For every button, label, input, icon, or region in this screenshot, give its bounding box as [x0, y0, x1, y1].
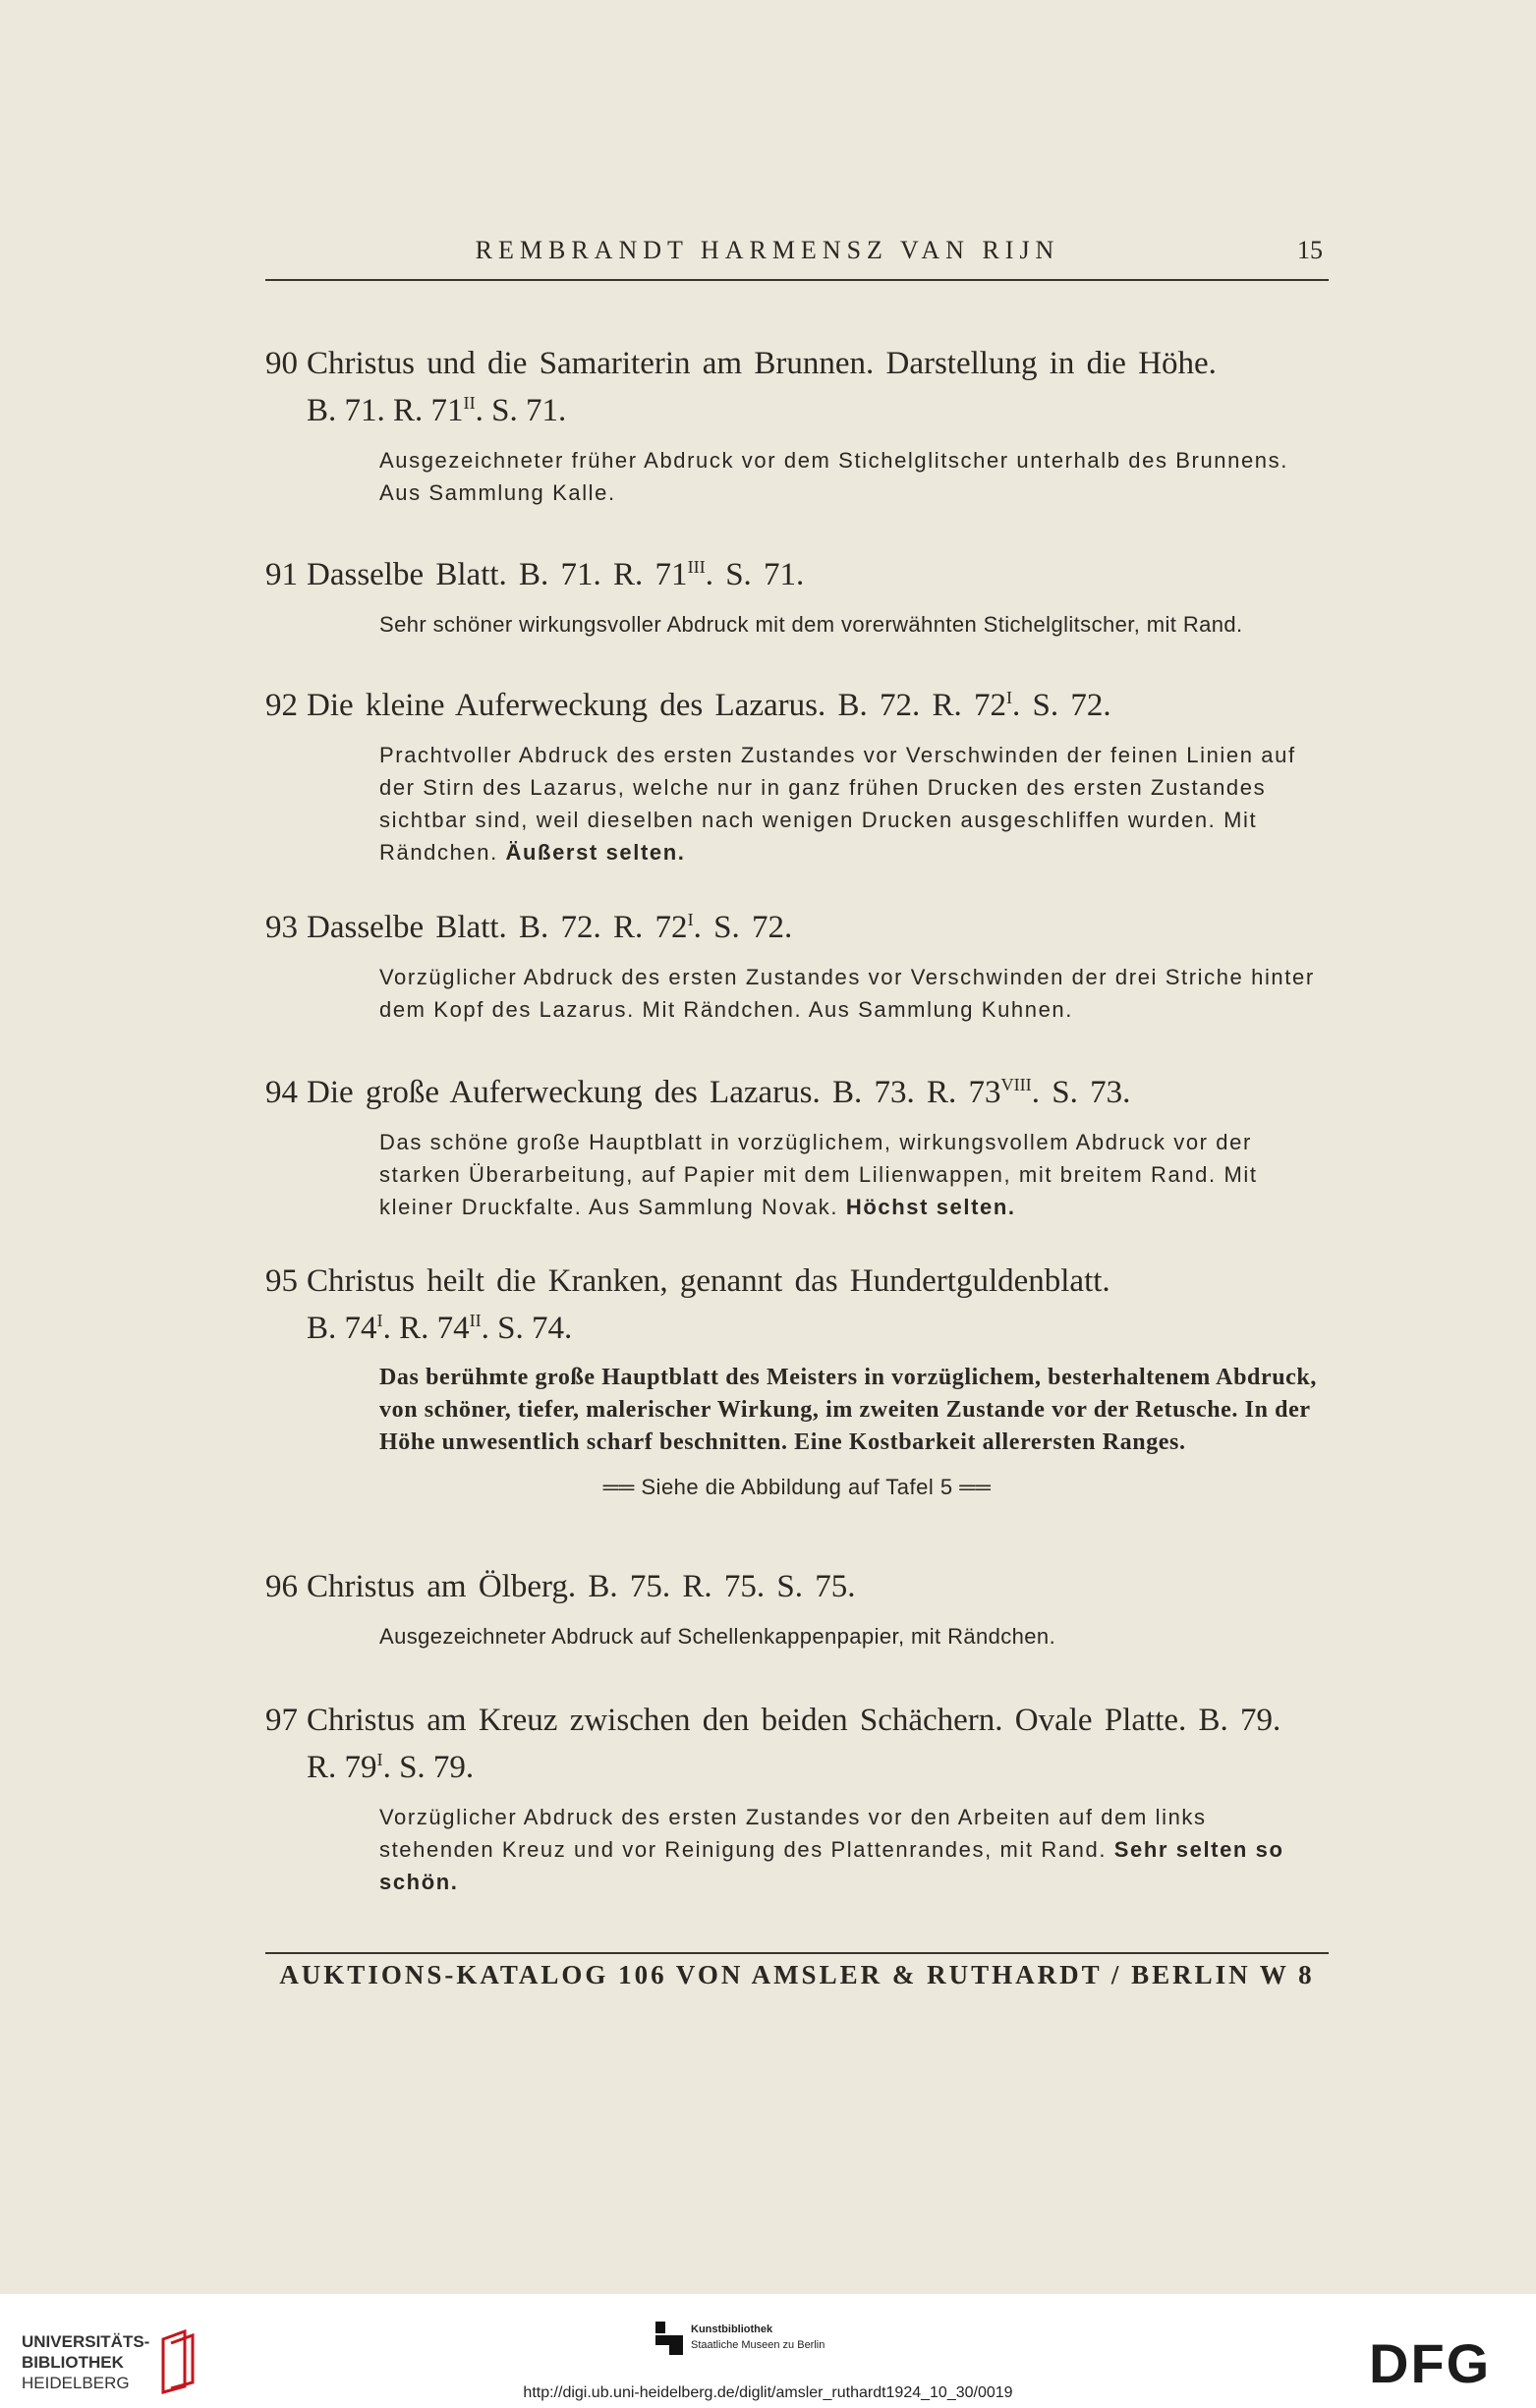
catalog-entry-92 [265, 678, 1329, 868]
entry-description [379, 1126, 1329, 1223]
entry-description [379, 739, 1329, 868]
publisher-footer: AUKTIONS-KATALOG 106 VON AMSLER & RUTHARDT / BERLIN W 8 [279, 1960, 1315, 1989]
entry-title: Die kleine Auferweckung des Lazarus. B. 72. R. 72 [307, 688, 1006, 723]
entry-heading [265, 900, 1329, 947]
ub-line-1: UNIVERSITÄTS- [22, 2331, 150, 2351]
catalog-entry-91 [265, 547, 1329, 641]
ref-text: . S. 71. [475, 393, 567, 428]
catalog-entry-90 [265, 344, 1329, 509]
entry-reference [265, 1740, 1329, 1787]
state-superscript: I [1005, 688, 1013, 707]
rarity-note: Sehr selten so schön. [379, 1837, 1284, 1894]
entry-description: Ausgezeichneter früher Abdruck vor dem Stichelglitscher unterhalb des Brunnens. Aus Sammlung Kalle. [379, 448, 1288, 505]
entry-title: Christus am Ölberg. B. 75. R. 75. S. 75. [307, 1569, 856, 1604]
entry-number: 97 [265, 1703, 298, 1738]
ref-text: R. 79 [307, 1750, 377, 1785]
entry-heading [265, 344, 1329, 383]
rarity-note: Äußerst selten. [505, 840, 686, 865]
ub-line-3: HEIDELBERG [22, 2373, 130, 2392]
state-superscript: I [376, 1750, 383, 1769]
description-text: Vorzüglicher Abdruck des ersten Zustandes vor den Arbeiten auf dem links stehenden Kreuz und vor Reinigung des Plattenrandes, mit Rand. [379, 1805, 1207, 1862]
entry-description: Vorzüglicher Abdruck des ersten Zustandes vor Verschwinden der drei Striche hinter dem Kopf des Lazarus. Mit Rändchen. Aus Sammlung Kuhnen. [379, 965, 1315, 1022]
entry-description: Ausgezeichneter Abdruck auf Schellenkappenpapier, mit Rändchen. [379, 1624, 1056, 1649]
entry-number: 91 [265, 557, 298, 592]
ub-line-2: BIBLIOTHEK [22, 2352, 124, 2372]
kunstbibliothek-text [691, 2322, 825, 2353]
entry-number: 94 [265, 1075, 298, 1110]
ref-text: . R. 74 [382, 1311, 470, 1346]
ref-text: . S. 79. [382, 1750, 475, 1785]
entry-heading [265, 547, 1329, 594]
permalink-url[interactable]: http://digi.ub.uni-heidelberg.de/diglit/amsler_ruthardt1924_10_30/0019 [523, 2384, 1013, 2401]
catalog-entry-94 [265, 1065, 1329, 1223]
entry-number: 90 [265, 346, 298, 381]
running-header [265, 236, 1329, 281]
footer-rule [265, 1952, 1329, 1954]
state-superscript: II [469, 1311, 482, 1330]
entry-title: Christus heilt die Kranken, genannt das Hundertguldenblatt. [307, 1263, 1110, 1299]
catalog-entry-95 [265, 1261, 1329, 1500]
rarity-note: Höchst selten. [845, 1195, 1016, 1219]
digitization-bar [0, 2294, 1536, 2408]
kb-line-1: Kunstbibliothek [691, 2324, 773, 2335]
kunstbibliothek-logo[interactable] [655, 2322, 825, 2355]
entry-number: 92 [265, 688, 298, 723]
entry-number: 95 [265, 1263, 298, 1299]
entry-number: 96 [265, 1569, 298, 1604]
state-superscript: I [687, 910, 694, 929]
entry-heading [265, 678, 1329, 725]
ref-text: B. 74 [307, 1311, 377, 1346]
description-text: Das schöne große Hauptblatt in vorzüglichem, wirkungsvollem Abdruck vor der starken Überarbeitung, auf Papier mit dem Lilienwappen, mit breitem Rand. Mit kleiner Druckfalte. Aus Sammlung Novak. [379, 1130, 1258, 1219]
kb-line-2: Staatliche Museen zu Berlin [691, 2339, 825, 2351]
entry-reference [265, 1301, 1329, 1348]
state-superscript: VIII [1000, 1075, 1032, 1094]
ref-text: . S. 72. [1012, 688, 1111, 723]
state-superscript: I [376, 1311, 383, 1330]
entry-title: Dasselbe Blatt. B. 71. R. 71 [307, 557, 688, 592]
plate-reference: ══ Siehe die Abbildung auf Tafel 5 ══ [602, 1475, 992, 1499]
catalog-entry-96 [265, 1567, 1329, 1652]
ref-text: B. 71. R. 71 [307, 393, 464, 428]
dfg-logo[interactable]: DFG [1369, 2332, 1492, 2394]
entry-heading [265, 1567, 1329, 1606]
ref-text: . S. 73. [1031, 1075, 1131, 1110]
entry-reference [265, 383, 1329, 430]
catalog-entry-97 [265, 1701, 1329, 1898]
page-number: 15 [1297, 236, 1323, 264]
entry-heading [265, 1065, 1329, 1112]
state-superscript: II [463, 393, 476, 413]
entry-title: Christus und die Samariterin am Brunnen. Darstellung in die Höhe. [307, 346, 1217, 381]
entry-title: Dasselbe Blatt. B. 72. R. 72 [307, 910, 688, 945]
description-text: Prachtvoller Abdruck des ersten Zustandes vor Verschwinden der feinen Linien auf der Stirn des Lazarus, welche nur in ganz frühen Drucken des ersten Zustandes sichtbar sind, weil dieselben nach wenigen Drucken ausgeschliffen wurden. Mit Rändchen. [379, 743, 1296, 865]
ref-text: . S. 72. [693, 910, 793, 945]
ref-text: . S. 71. [705, 557, 805, 592]
catalog-entry-93 [265, 900, 1329, 1026]
header-title: REMBRANDT HARMENSZ VAN RIJN [475, 236, 1060, 264]
state-superscript: III [687, 557, 706, 577]
ref-text: . S. 74. [481, 1311, 573, 1346]
entry-description: Das berühmte große Hauptblatt des Meisters in vorzüglichem, besterhaltenem Abdruck, von schöner, tiefer, malerischer Wirkung, im zweiten Zustande vor der Retusche. In der Höhe unwesentlich scharf beschnitten. Eine Kostbarkeit allerersten Ranges. [379, 1365, 1317, 1455]
kunstbibliothek-emblem-icon [655, 2322, 683, 2355]
entry-heading [265, 1261, 1329, 1301]
entry-description [379, 1801, 1329, 1898]
entry-description: Sehr schöner wirkungsvoller Abdruck mit dem vorerwähnten Stichelglitscher, mit Rand. [379, 612, 1243, 637]
entry-title: Die große Auferweckung des Lazarus. B. 73. R. 73 [307, 1075, 1001, 1110]
entry-heading [265, 1701, 1329, 1740]
entry-number: 93 [265, 910, 298, 945]
entry-title: Christus am Kreuz zwischen den beiden Schächern. Ovale Platte. B. 79. [307, 1703, 1281, 1738]
